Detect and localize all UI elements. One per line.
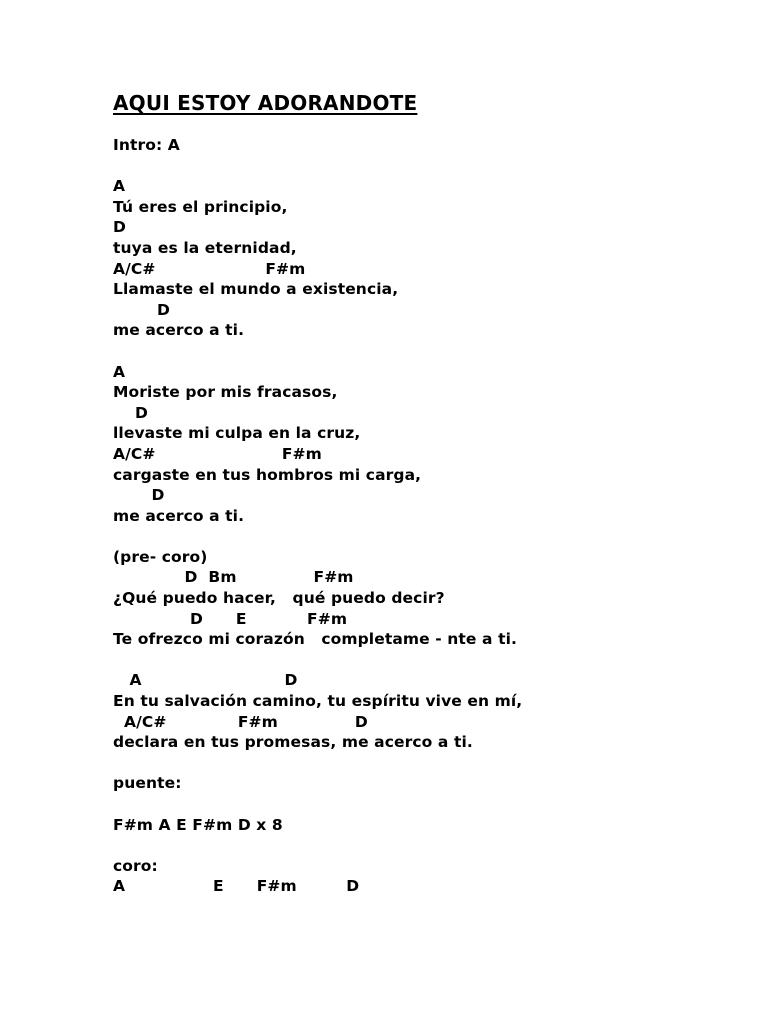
lyric-line: Te ofrezco mi corazón completame - nte a ti. xyxy=(113,630,518,649)
blank-line xyxy=(113,753,733,774)
lyric-line: cargaste en tus hombros mi carga, xyxy=(113,465,422,484)
chord-line: A/C# F#m xyxy=(113,259,306,278)
blank-line xyxy=(113,526,733,547)
lyric-line: ¿Qué puedo hacer, qué puedo decir? xyxy=(113,589,445,608)
blank-line xyxy=(113,835,733,856)
chord-line: A/C# F#m D xyxy=(113,712,368,731)
song-title: AQUI ESTOY ADORANDOTE xyxy=(113,91,418,115)
lyric-line: Moriste por mis fracasos, xyxy=(113,383,338,402)
lyric-line: tuya es la eternidad, xyxy=(113,238,297,257)
lyric-line: Intro: A xyxy=(113,136,180,154)
chord-line: D Bm F#m xyxy=(113,568,354,587)
chord-line: A D xyxy=(113,671,298,690)
lyric-line: Llamaste el mundo a existencia, xyxy=(113,280,399,299)
lyric-line: me acerco a ti. xyxy=(113,506,245,525)
song-sheet xyxy=(113,90,733,897)
chord-line: D xyxy=(113,218,126,237)
chord-line: D xyxy=(113,300,170,319)
chord-line: D xyxy=(113,486,165,505)
lyric-line: En tu salvación camino, tu espíritu vive en mí, xyxy=(113,692,523,711)
lyric-line: (pre- coro) xyxy=(113,547,208,566)
chord-line: A xyxy=(113,362,126,381)
lyric-line: coro: xyxy=(113,856,158,875)
lyric-line: me acerco a ti. xyxy=(113,321,245,340)
chord-line: A xyxy=(113,177,126,196)
chord-line: A/C# F#m xyxy=(113,444,322,463)
chord-line: F#m A E F#m D x 8 xyxy=(113,815,283,834)
blank-line xyxy=(113,156,733,177)
lyric-line: puente: xyxy=(113,774,182,793)
lyric-line: Tú eres el principio, xyxy=(113,197,288,216)
chord-line: D E F#m xyxy=(113,609,348,628)
chord-line: A E F#m D xyxy=(113,877,360,896)
lyric-line: declara en tus promesas, me acerco a ti. xyxy=(113,733,473,752)
blank-line xyxy=(113,341,733,362)
chord-line: D xyxy=(113,403,148,422)
lyrics-and-chords xyxy=(113,135,733,897)
lyric-line: llevaste mi culpa en la cruz, xyxy=(113,424,361,443)
blank-line xyxy=(113,794,733,815)
blank-line xyxy=(113,650,733,671)
